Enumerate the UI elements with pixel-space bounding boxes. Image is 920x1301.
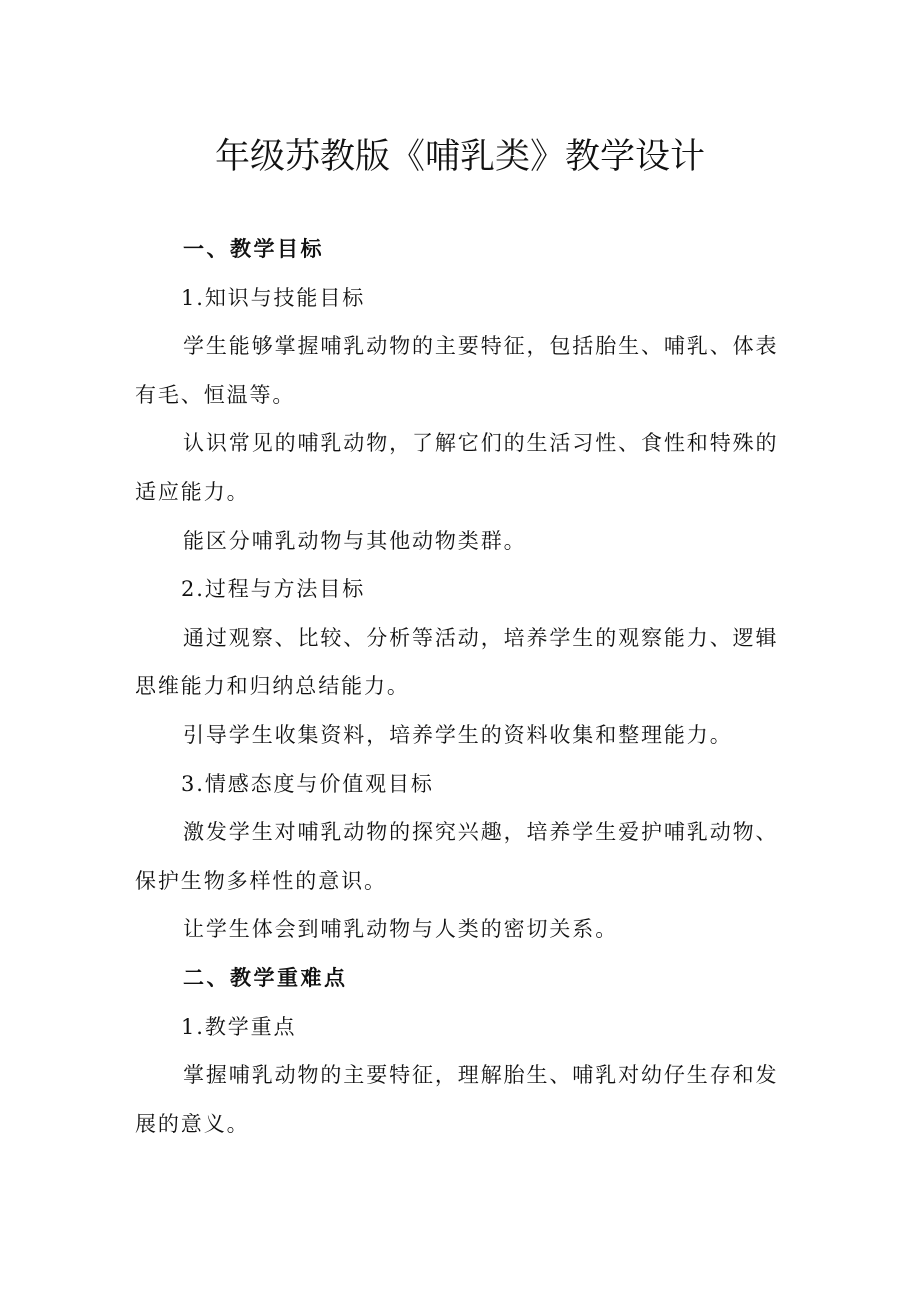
document-title: 年级苏教版《哺乳类》教学设计 <box>214 137 705 177</box>
section-heading-key-difficult-points: 二、教学重难点 <box>183 965 348 990</box>
subheading-teaching-focus: 1.教学重点 <box>181 1014 297 1039</box>
paragraph-line: 让学生体会到哺乳动物与人类的密切关系。 <box>183 917 619 942</box>
section-heading-teaching-goals: 一、教学目标 <box>183 237 324 261</box>
subheading-knowledge-skills: 1.知识与技能目标 <box>181 285 366 310</box>
paragraph-line: 思维能力和归纳总结能力。 <box>135 674 410 699</box>
paragraph-line: 适应能力。 <box>135 479 250 504</box>
paragraph-line: 认识常见的哺乳动物，了解它们的生活习性、食性和特殊的 <box>183 431 779 456</box>
paragraph-line: 掌握哺乳动物的主要特征，理解胎生、哺乳对幼仔生存和发 <box>183 1063 779 1088</box>
paragraph-line: 激发学生对哺乳动物的探究兴趣，培养学生爱护哺乳动物、 <box>183 820 779 845</box>
paragraph-line: 保护生物多样性的意识。 <box>135 868 387 893</box>
paragraph-line: 能区分哺乳动物与其他动物类群。 <box>183 528 527 553</box>
paragraph-line: 通过观察、比较、分析等活动，培养学生的观察能力、逻辑 <box>183 625 779 650</box>
paragraph-line: 学生能够掌握哺乳动物的主要特征，包括胎生、哺乳、体表 <box>183 334 779 359</box>
document-body <box>135 225 787 1148</box>
paragraph-line: 展的意义。 <box>135 1111 250 1136</box>
subheading-attitude-values: 3.情感态度与价值观目标 <box>181 771 434 796</box>
paragraph-line: 有毛、恒温等。 <box>135 382 296 407</box>
subheading-process-methods: 2.过程与方法目标 <box>181 577 366 602</box>
paragraph-line: 引导学生收集资料，培养学生的资料收集和整理能力。 <box>183 722 733 747</box>
